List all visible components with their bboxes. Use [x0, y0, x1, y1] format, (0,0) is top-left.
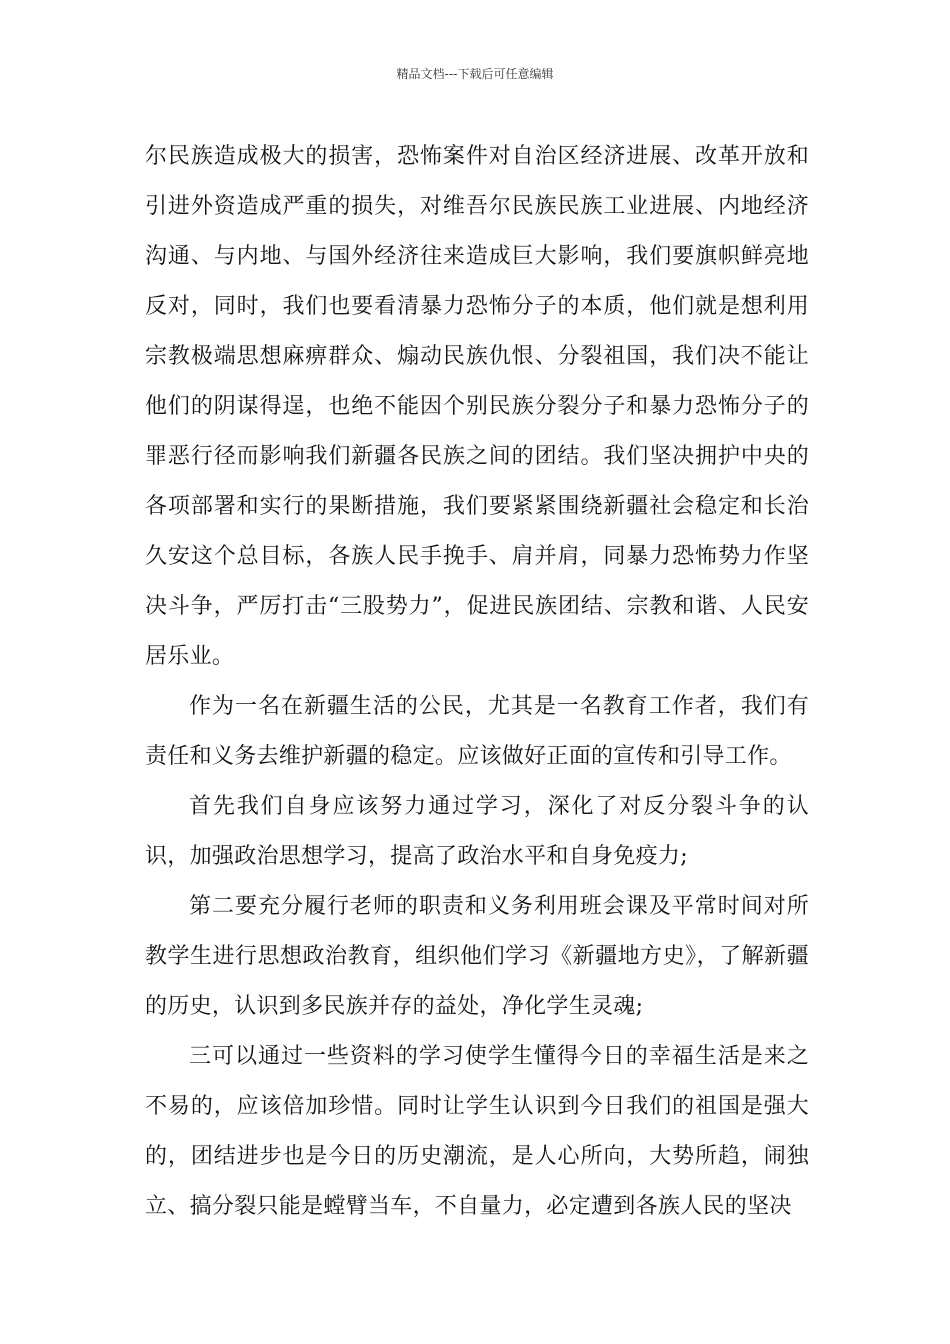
paragraph-second-point: 第二要充分履行老师的职责和义务利用班会课及平常时间对所教学生进行思想政治教育，组织他们学习《新疆地方史》，了解新疆的历史，认识到多民族并存的益处，净化学生灵魂;	[145, 894, 809, 1019]
paragraph-responsibility: 作为一名在新疆生活的公民，尤其是一名教育工作者，我们有责任和义务去维护新疆的稳定。应该做好正面的宣传和引导工作。	[145, 694, 809, 769]
paragraph-first-point: 首先我们自身应该努力通过学习，深化了对反分裂斗争的认识，加强政治思想学习，提高了政治水平和自身免疫力;	[145, 794, 809, 869]
document-body	[145, 132, 809, 1232]
paragraph-third-point: 三可以通过一些资料的学习使学生懂得今日的幸福生活是来之不易的，应该倍加珍惜。同时让学生认识到今日我们的祖国是强大的，团结进步也是今日的历史潮流，是人心所向，大势所趋，闹独立、搞分裂只能是螳臂当车，不自量力，必定遭到各族人民的坚决	[145, 1044, 809, 1219]
page-header: 精品文档---下载后可任意编辑	[396, 67, 554, 81]
paragraph-continuation: 尔民族造成极大的损害，恐怖案件对自治区经济进展、改革开放和引进外资造成严重的损失，对维吾尔民族民族工业进展、内地经济沟通、与内地、与国外经济往来造成巨大影响，我们要旗帜鲜亮地反对，同时，我们也要看清暴力恐怖分子的本质，他们就是想利用宗教极端思想麻痹群众、煽动民族仇恨、分裂祖国，我们决不能让他们的阴谋得逞，也绝不能因个别民族分裂分子和暴力恐怖分子的罪恶行径而影响我们新疆各民族之间的团结。我们坚决拥护中央的各项部署和实行的果断措施，我们要紧紧围绕新疆社会稳定和长治久安这个总目标，各族人民手挽手、肩并肩，同暴力恐怖势力作坚决斗争，严厉打击“三股势力”，促进民族团结、宗教和谐、人民安居乐业。	[145, 144, 809, 669]
